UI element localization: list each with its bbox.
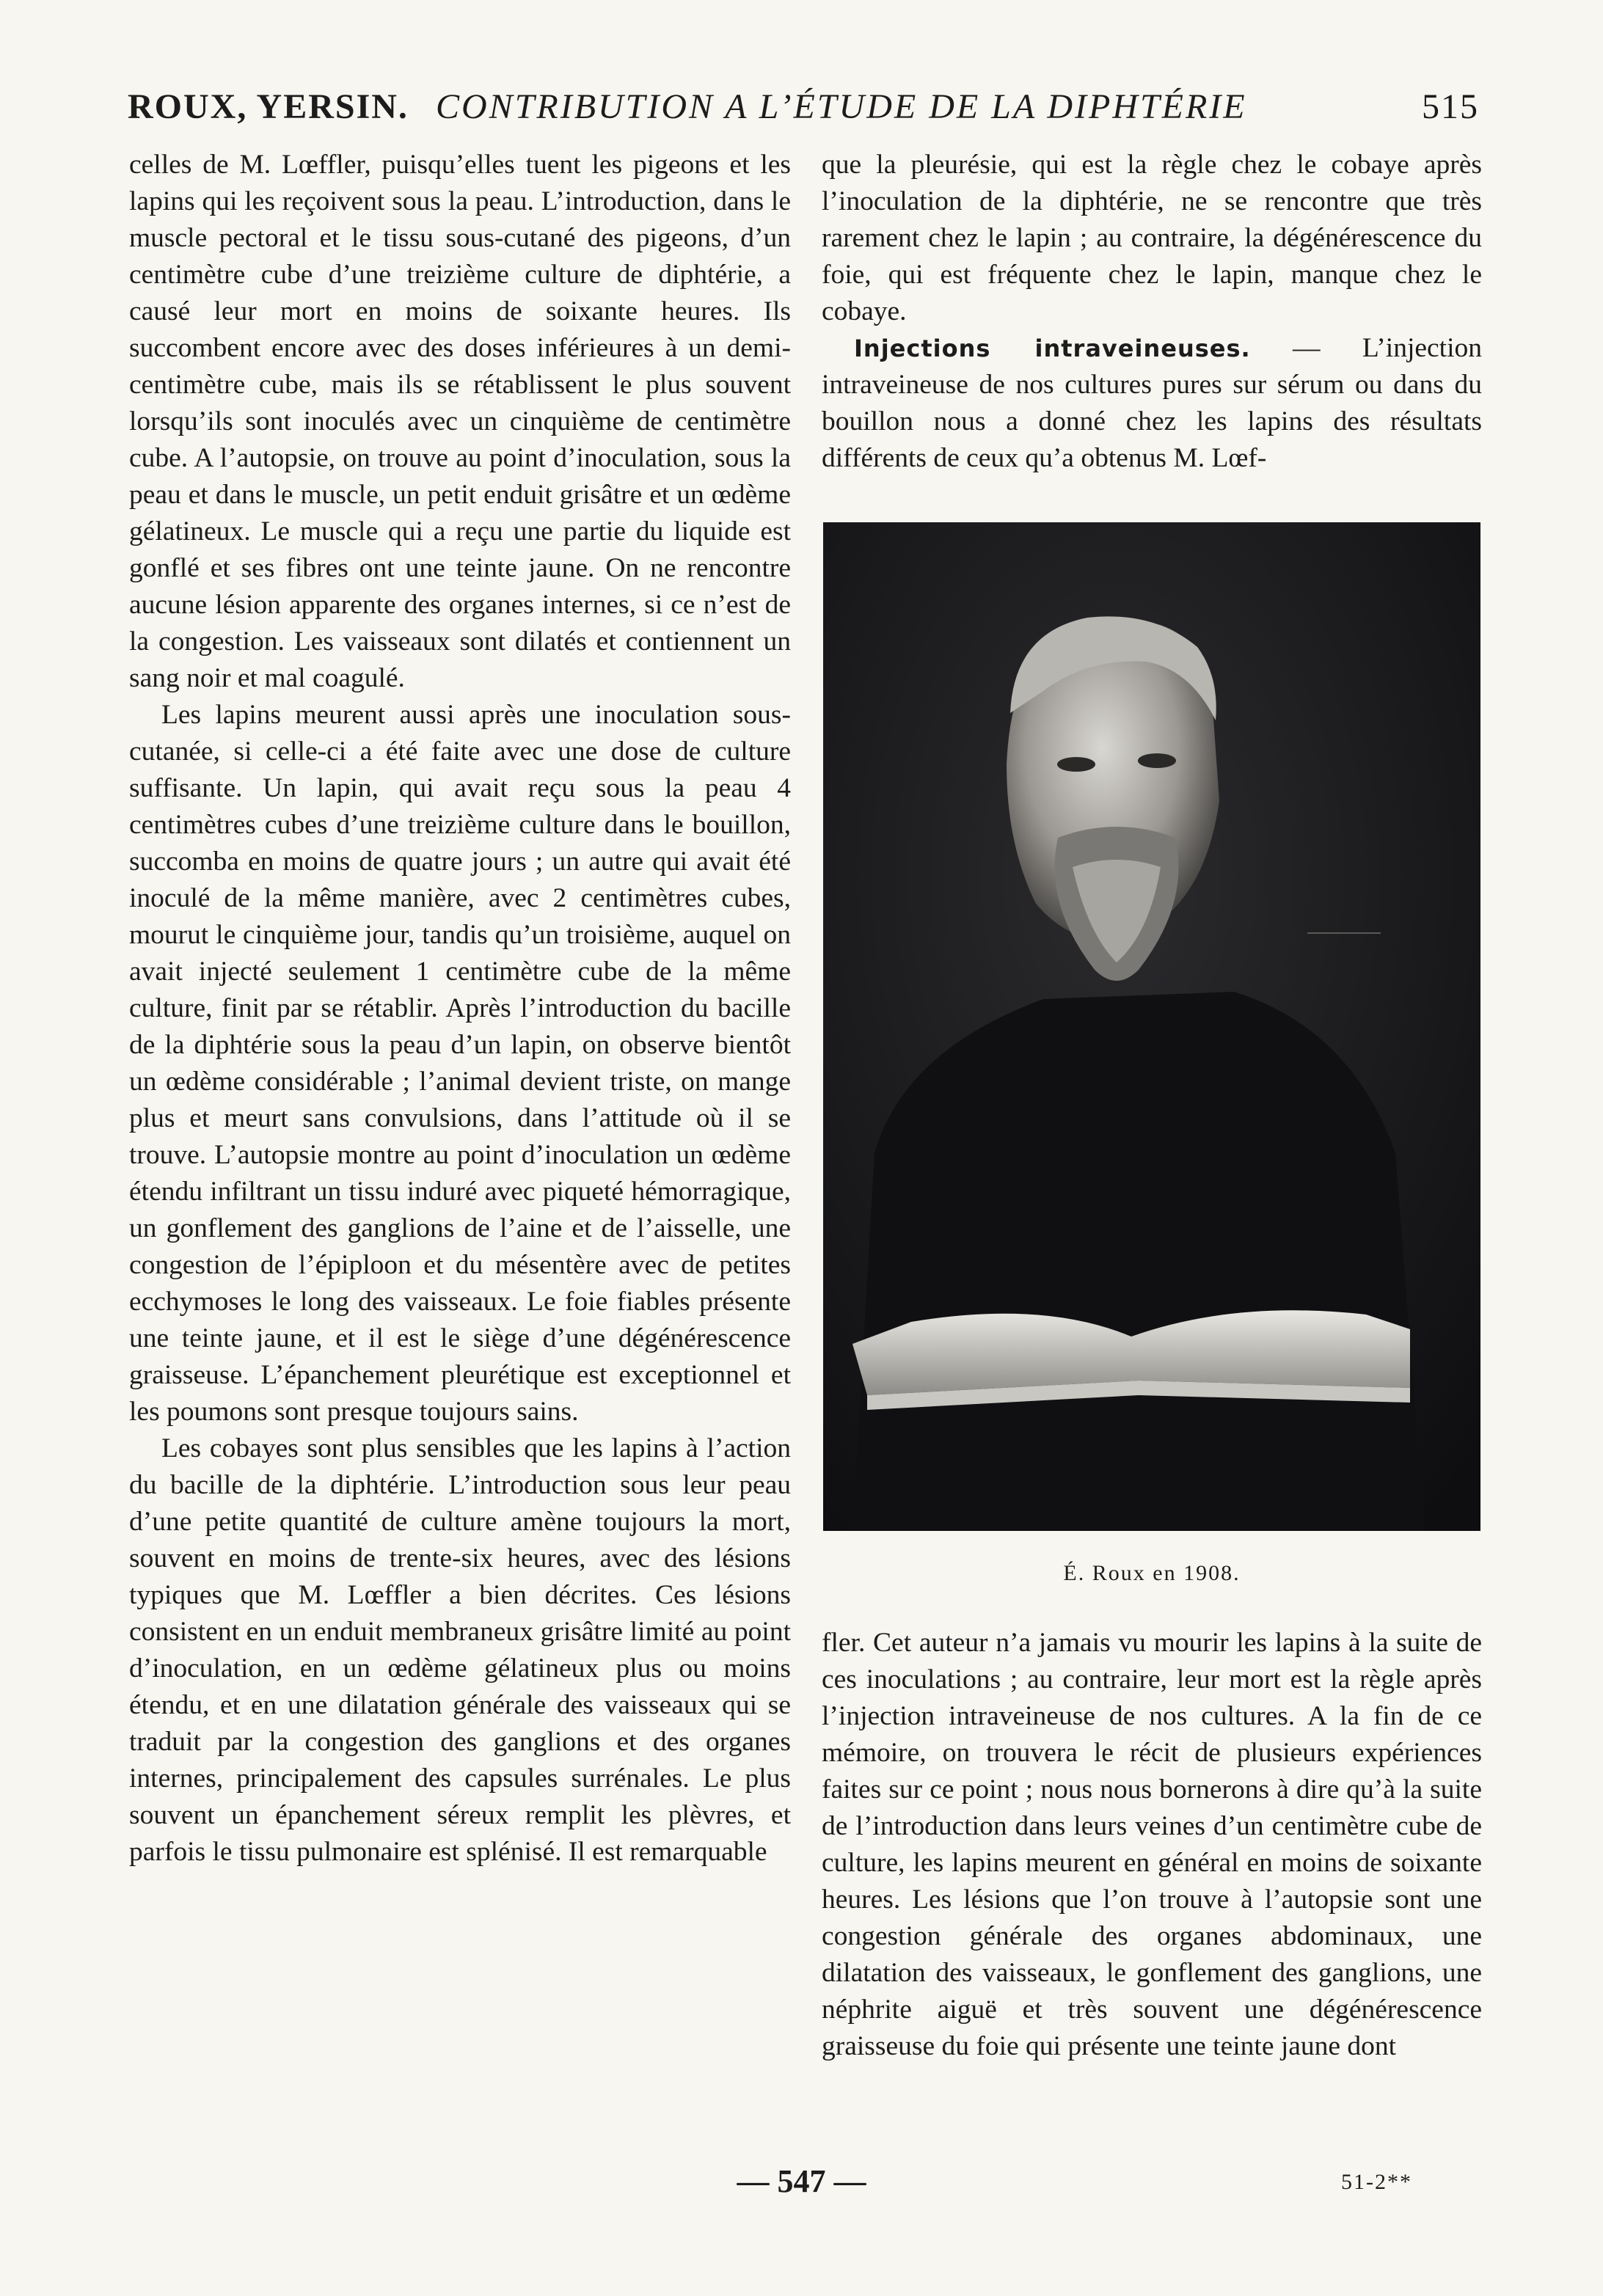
right-paragraph-3: fler. Cet auteur n’a jamais vu mourir les lapins à la suite de ces inoculations ; au contraire, leur mort est la règle après l’injection intraveineuse de nos cultures. A la fin de ce mémoire, on trouvera le récit de plusieurs expériences faites sur ce point ; nous nous bornerons à dire qu’à la suite de l’introduction dans leurs veines d’un centimètre cube de culture, les lapins meurent en général en moins de soixante heures. Les lésions que l’on trouve à l’autopsie sont une congestion générale des organes abdominaux, une dilatation des vaisseaux, le gonflement des ganglions, une néphrite aiguë et très souvent une dégénérescence graisseuse du foie qui présente une teinte jaune dont: [822, 1628, 1482, 2061]
header-page-number: 515: [1422, 87, 1479, 126]
section-heading-intravenous: Injections intraveineuses.: [854, 334, 1251, 362]
left-paragraph-3: Les cobayes sont plus sensibles que les lapins à l’action du bacille de la diphtérie. L’introduction sous leur peau d’une petite quantité de culture amène toujours la mort, souvent en moins de trente-six heures, avec des lésions typiques que M. Lœffler a bien décrites. Ces lésions consistent en un enduit membraneux grisâtre limité au point d’inoculation, en un œdème gélatineux plus ou moins étendu, et en une dilatation générale des vaisseaux qui se traduit par la congestion des ganglions et des organes internes, principalement des capsules surrénales. Le plus souvent un épanchement séreux remplit les plèvres, et parfois le tissu pulmonaire est splénisé. Il est remarquable: [129, 1433, 791, 1867]
right-paragraph-2: [822, 330, 1482, 477]
footer-signature: 51-2**: [1341, 2170, 1412, 2194]
left-paragraph-2: Les lapins meurent aussi après une inoculation sous-cutanée, si celle-ci a été faite avec une dose de culture suffisante. Un lapin, qui avait reçu sous la peau 4 centimètres cubes d’une treizième culture dans le bouillon, succomba en moins de quatre jours ; un autre qui avait été inoculé de la même manière, avec 2 centimètres cubes, mourut le cinquième jour, tandis qu’un troisième, auquel on avait injecté seulement 1 centimètre cube de la même culture, finit par se rétablir. Après l’introduction du bacille de la diphtérie sous la peau d’un lapin, on observe bientôt un œdème considérable ; l’animal devient triste, on mange plus et meurt sans convulsions, dans l’attitude où il se trouve. L’autopsie montre au point d’inoculation un œdème étendu infiltrant un tissu induré avec piqueté hémorragique, un gonflement des ganglions de l’aine et de l’aisselle, une congestion de l’épiploon et du mésentère avec de petites ecchymoses le long des vaisseaux. Le foie fiables présente une teinte jaune, et il est le siège d’une dégénérescence graisseuse. L’épanchement pleurétique est exceptionnel et les poumons sont presque toujours sains.: [129, 700, 791, 1427]
right-column-top: [822, 147, 1482, 477]
left-paragraph-1: celles de M. Lœffler, puisqu’elles tuent les pigeons et les lapins qui les reçoivent sous la peau. L’introduction, dans le muscle pectoral et le tissu sous-cutané des pigeons, d’un centimètre cube d’une treizième culture de diphtérie, a causé leur mort en moins de soixante heures. Ils succombent encore avec des doses inférieures à un demi-centimètre cube, mais ils se rétablissent le plus souvent lorsqu’ils sont inoculés avec un cinquième de centimètre cube. A l’autopsie, on trouve au point d’inoculation, sous la peau et dans le muscle, un petit enduit grisâtre et un œdème gélatineux. Le muscle qui a reçu une partie du liquide est gonflé et ses fibres ont une teinte jaune. On ne rencontre aucune lésion apparente des organes internes, si ce n’est de la congestion. Les vaisseaux sont dilatés et contiennent un sang noir et mal coagulé.: [129, 150, 791, 693]
right-paragraph-2-text: — L’injection intraveineuse de nos cultures pures sur sérum ou dans du bouillon nous a donné chez les lapins des résultats différents de ceux qu’a obtenus M. Lœf-: [822, 333, 1482, 473]
right-paragraph-1: que la pleurésie, qui est la règle chez le cobaye après l’inoculation de la diphtérie, ne se rencontre que très rarement chez le lapin ; au contraire, la dégénérescence du foie, qui est fréquente chez le lapin, manque chez le cobaye.: [822, 150, 1482, 326]
footer-page-number: — 547 —: [737, 2163, 866, 2199]
header-title: CONTRIBUTION A L’ÉTUDE DE LA DIPHTÉRIE: [436, 87, 1247, 126]
header-authors: ROUX, YERSIN.: [128, 87, 409, 126]
portrait-image: [823, 522, 1480, 1531]
figure-caption: É. Roux en 1908.: [1063, 1561, 1241, 1585]
portrait-photograph: [823, 522, 1480, 1531]
right-column-bottom: [822, 1625, 1482, 2065]
left-column: [129, 147, 791, 1871]
running-header: [128, 87, 1479, 138]
